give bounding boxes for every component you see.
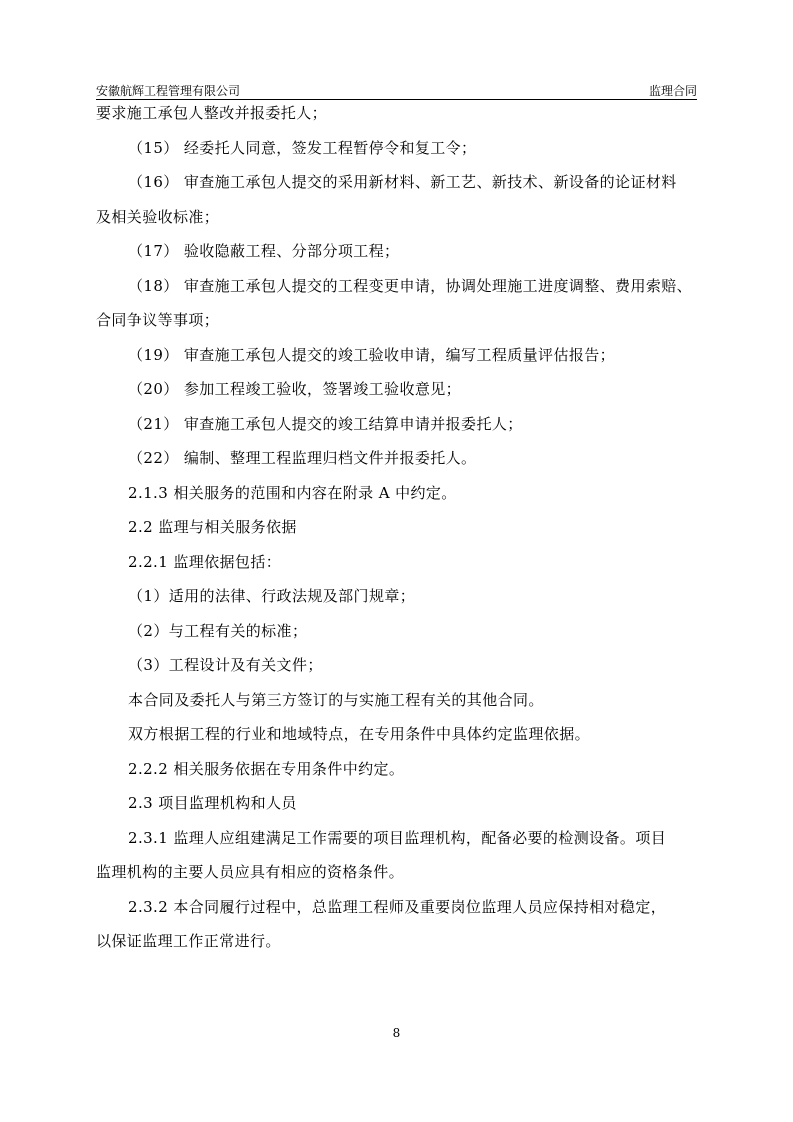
paragraph-line: （22） 编制、整理工程监理归档文件并报委托人。 bbox=[128, 449, 477, 467]
paragraph-line: 2.1.3 相关服务的范围和内容在附录 A 中约定。 bbox=[128, 483, 457, 502]
paragraph-line: 合同争议等事项； bbox=[96, 311, 220, 329]
paragraph-line: （15） 经委托人同意，签发工程暂停令和复工令； bbox=[128, 138, 477, 157]
paragraph-line: 2.3 项目监理机构和人员 bbox=[128, 794, 297, 812]
document-body bbox=[96, 96, 697, 959]
paragraph-line: 双方根据工程的行业和地域特点，在专用条件中具体约定监理依据。 bbox=[128, 725, 591, 743]
paragraph-line: （21） 审查施工承包人提交的竣工结算申请并报委托人； bbox=[128, 414, 523, 433]
company-name: 安徽航辉工程管理有限公司 bbox=[96, 84, 241, 98]
paragraph-line: （19） 审查施工承包人提交的竣工验收申请，编写工程质量评估报告； bbox=[128, 345, 616, 364]
paragraph-line: 本合同及委托人与第三方签订的与实施工程有关的其他合同。 bbox=[128, 690, 544, 709]
paragraph-line: （3）工程设计及有关文件； bbox=[128, 656, 323, 674]
paragraph-line: （2）与工程有关的标准； bbox=[128, 621, 308, 640]
paragraph-line: 2.2.2 相关服务依据在专用条件中约定。 bbox=[128, 759, 405, 778]
paragraph-line: 2.2 监理与相关服务依据 bbox=[128, 518, 297, 536]
paragraph-line: 要求施工承包人整改并报委托人； bbox=[96, 104, 328, 122]
paragraph-line: 监理机构的主要人员应具有相应的资格条件。 bbox=[96, 863, 405, 881]
paragraph-line: 2.3.1 监理人应组建满足工作需要的项目监理机构，配备必要的检测设备。项目 bbox=[128, 828, 667, 847]
paragraph-line: 2.3.2 本合同履行过程中，总监理工程师及重要岗位监理人员应保持相对稳定， bbox=[128, 897, 667, 916]
paragraph-line: 以保证监理工作正常进行。 bbox=[96, 932, 281, 950]
paragraph-line: 及相关验收标准； bbox=[96, 207, 220, 226]
paragraph-line: （16） 审查施工承包人提交的采用新材料、新工艺、新技术、新设备的论证材料 bbox=[128, 173, 677, 191]
paragraph-line: （20） 参加工程竣工验收，签署竣工验收意见； bbox=[128, 380, 462, 398]
paragraph-line: （18） 审查施工承包人提交的工程变更申请，协调处理施工进度调整、费用索赔、 bbox=[128, 276, 693, 295]
paragraph-line: 2.2.1 监理依据包括： bbox=[128, 552, 282, 571]
page-number: 8 bbox=[392, 1026, 401, 1040]
paragraph-line: （17） 验收隐蔽工程、分部分项工程； bbox=[128, 242, 400, 260]
paragraph-line: （1）适用的法律、行政法规及部门规章； bbox=[128, 587, 416, 605]
document-type: 监理合同 bbox=[648, 84, 697, 98]
